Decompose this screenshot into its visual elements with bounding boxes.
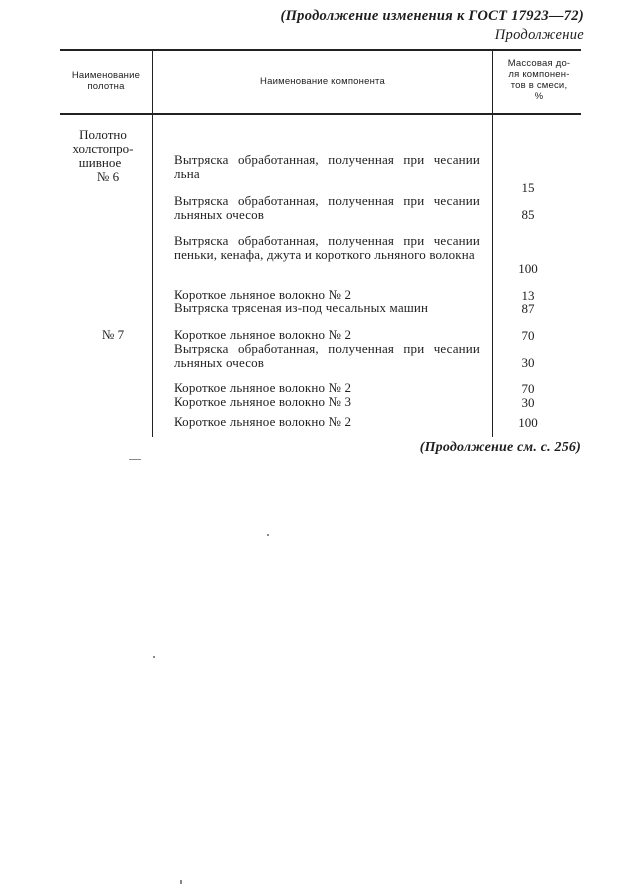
scan-speck <box>180 880 182 884</box>
share-cell: 85 <box>521 207 535 222</box>
amendment-title: (Продолжение изменения к ГОСТ 17923—72) <box>280 8 584 24</box>
column-header-component: Наименование компонента <box>260 76 385 87</box>
share-cell: 13 <box>521 288 535 303</box>
component-cell: Вытряска обработанная, полученная при чесании пеньки, кенафа, джута и короткого льняного волокна <box>174 233 480 262</box>
component-cell: Вытряска обработанная, полученная при чесании льняных очесов <box>174 193 480 222</box>
share-cell: 100 <box>518 415 538 430</box>
component-cell: Короткое льняное волокно № 2 <box>174 287 352 302</box>
scan-speck <box>267 534 269 536</box>
component-cell: Короткое льняное волокно № 2 <box>174 414 352 429</box>
fabric-name-6: Полотно холстопро- шивное № 6 <box>72 127 134 184</box>
share-cell: 70 <box>521 328 535 343</box>
column-divider-right <box>492 50 493 437</box>
component-cell: Вытряска трясеная из-под чесальных машин <box>174 300 429 315</box>
scan-speck <box>129 459 141 460</box>
component-cell: Вытряска обработанная, полученная при чесании льна <box>174 152 480 181</box>
component-cell: Короткое льняное волокно № 2 <box>174 327 352 342</box>
continuation-footer: (Продолжение см. с. 256) <box>419 440 581 455</box>
component-cell: Вытряска обработанная, полученная при чесании льняных очесов <box>174 341 480 370</box>
share-cell: 70 <box>521 381 535 396</box>
scan-speck <box>153 656 155 658</box>
fabric-name-7: № 7 <box>101 327 125 342</box>
share-cell: 87 <box>521 301 535 316</box>
column-header-share: Массовая до- ля компонен- тов в смеси, % <box>507 58 571 102</box>
column-header-fabric: Наименование полотна <box>71 70 141 92</box>
column-divider-left <box>152 50 153 437</box>
component-cell: Короткое льняное волокно № 2 <box>174 380 352 395</box>
share-cell: 30 <box>521 355 535 370</box>
table-header-rule <box>60 113 581 115</box>
share-cell: 100 <box>518 261 538 276</box>
table-top-rule <box>60 49 581 51</box>
share-cell: 30 <box>521 395 535 410</box>
share-cell: 15 <box>521 180 535 195</box>
continuation-label: Продолжение <box>494 27 584 43</box>
component-cell: Короткое льняное волокно № 3 <box>174 394 352 409</box>
